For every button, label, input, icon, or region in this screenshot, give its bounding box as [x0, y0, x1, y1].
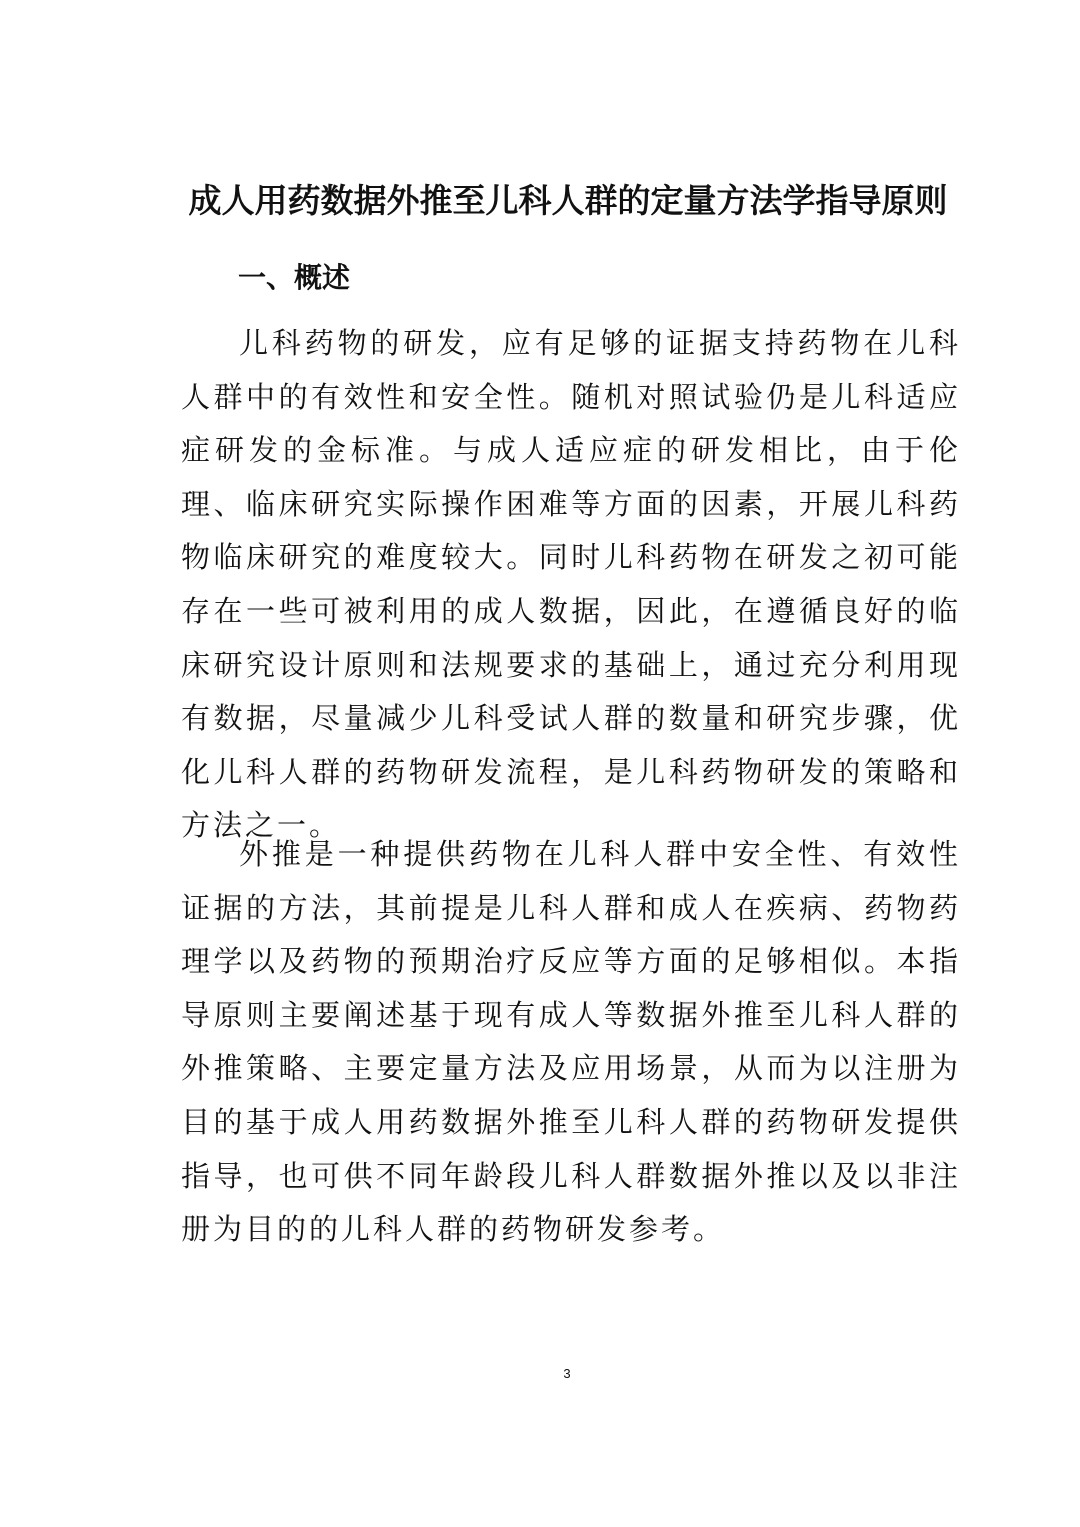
section-heading-overview: 一、概述: [238, 261, 351, 294]
body-paragraph: 外推是一种提供药物在儿科人群中安全性、有效性证据的方法，其前提是儿科人群和成人在疾病、药物药理学以及药物的预期治疗反应等方面的足够相似。本指导原则主要阐述基于现有成人等数据外推至儿科人群的外推策略、主要定量方法及应用场景，从而为以注册为目的基于成人用药数据外推至儿科人群的药物研发提供指导，也可供不同年龄段儿科人群数据外推以及以非注册为目的的儿科人群的药物研发参考。: [181, 837, 961, 1247]
page-number: 3: [563, 1366, 571, 1381]
body-paragraph: 儿科药物的研发，应有足够的证据支持药物在儿科人群中的有效性和安全性。随机对照试验仍是儿科适应症研发的金标准。与成人适应症的研发相比，由于伦理、临床研究实际操作困难等方面的因素，开展儿科药物临床研究的难度较大。同时儿科药物在研发之初可能存在一些可被利用的成人数据，因此，在遵循良好的临床研究设计原则和法规要求的基础上，通过充分利用现有数据，尽量减少儿科受试人群的数量和研究步骤，优化儿科人群的药物研发流程，是儿科药物研发的策略和方法之一。: [181, 326, 961, 843]
document-title: 成人用药数据外推至儿科人群的定量方法学指导原则: [188, 181, 948, 220]
